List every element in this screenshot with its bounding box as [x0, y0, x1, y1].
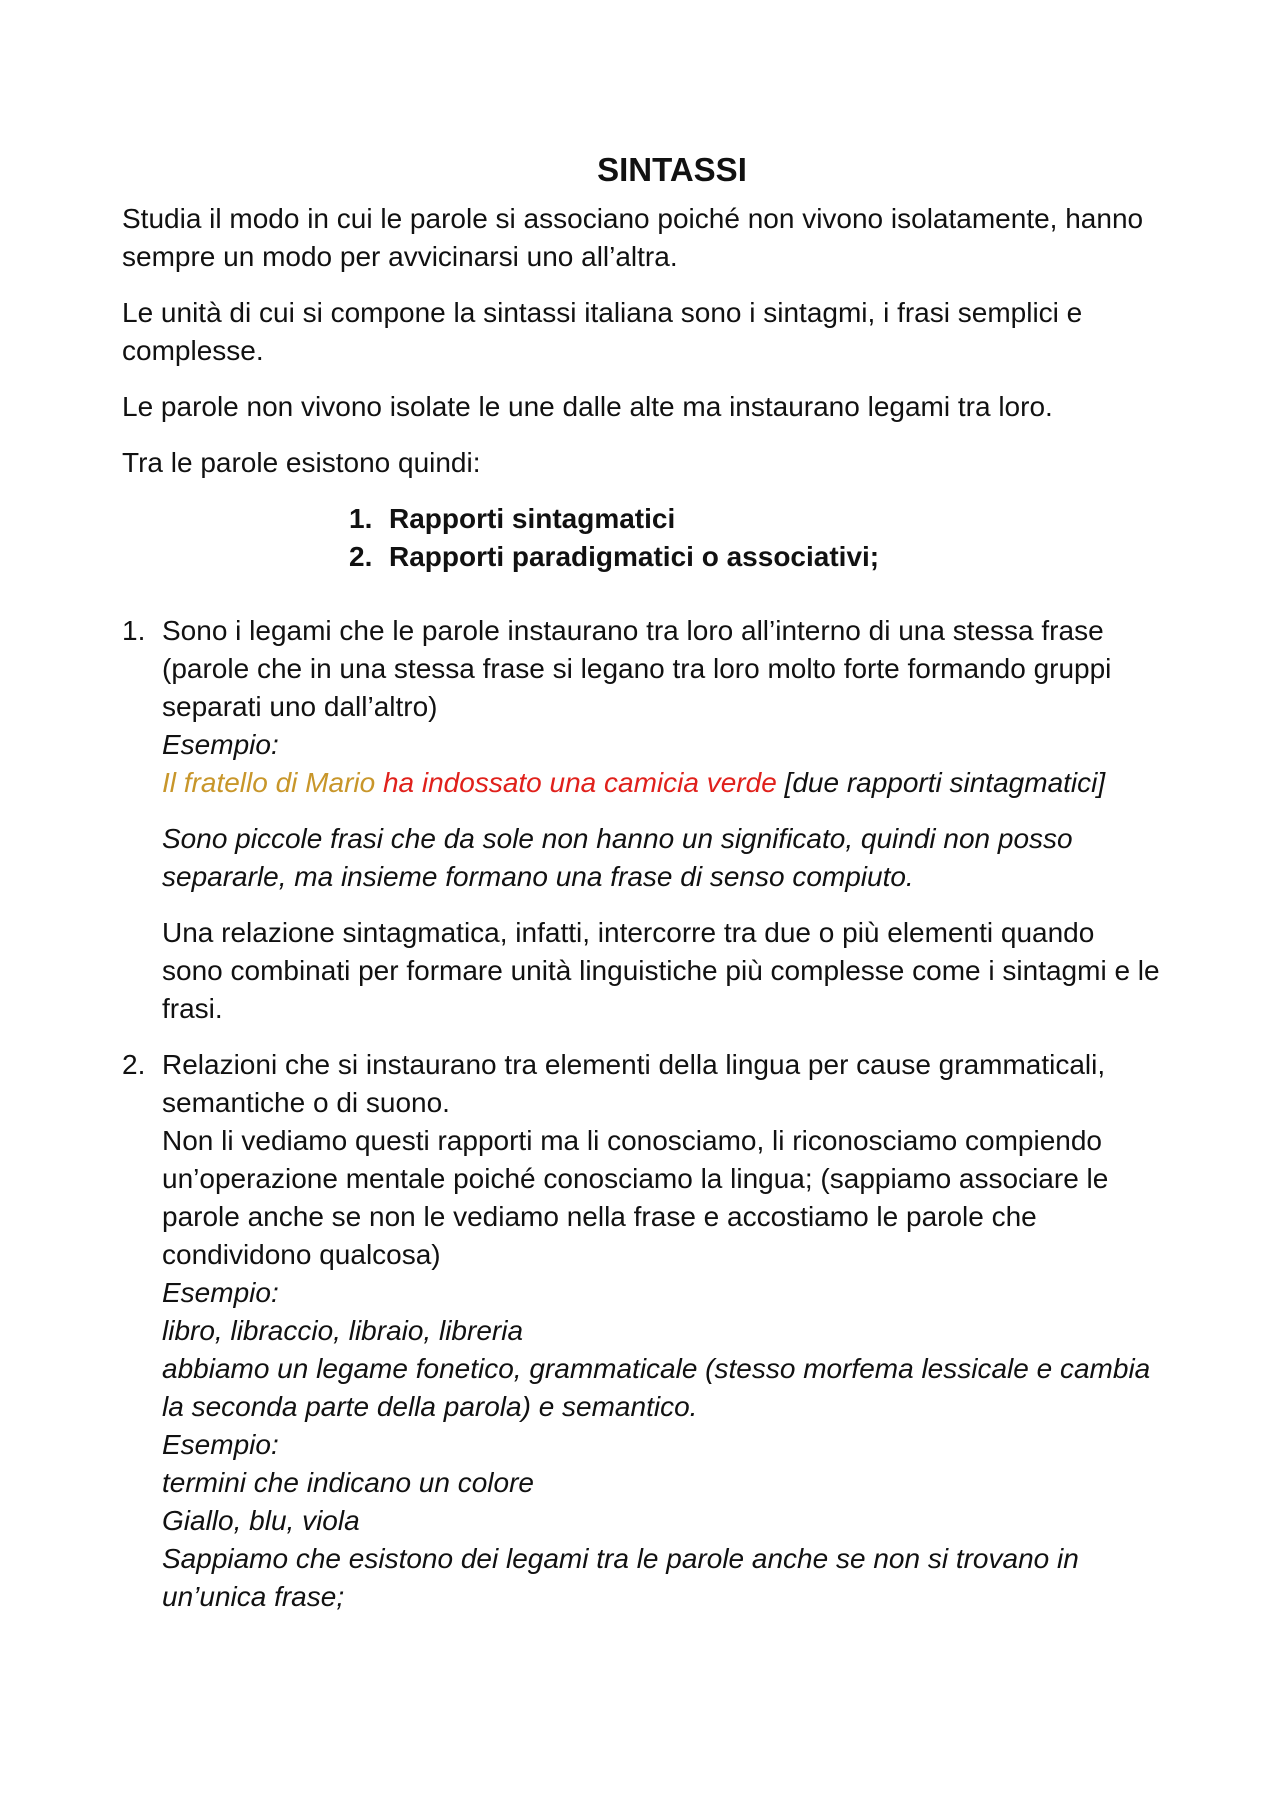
intro-paragraph-1: Studia il modo in cui le parole si associano poiché non vivono isolatamente, hanno sempre un modo per avvicinarsi uno all’altra. [122, 203, 1144, 272]
item1-italic-paragraph: Sono piccole frasi che da sole non hanno un significato, quindi non posso separarle, ma insieme formano una frase di senso compiuto. [162, 823, 1073, 892]
rapporti-list [122, 500, 1162, 576]
item2-example1-note: abbiamo un legame fonetico, grammaticale (stesso morfema lessicale e cambia la seconda parte della parola) e semantico. [162, 1353, 1151, 1422]
rapporti-item-number: 2. [349, 541, 373, 572]
list-item-body [162, 612, 1162, 1028]
item2-conclusion: Sappiamo che esistono dei legami tra le parole anche se non si trovano in un’unica frase; [162, 1543, 1079, 1612]
list-item-1 [122, 612, 1162, 1028]
item2-example1-words: libro, libraccio, libraio, libreria [162, 1315, 524, 1346]
item1-paragraph: Una relazione sintagmatica, infatti, intercorre tra due o più elementi quando sono combinati per formare unità linguistiche più complesse come i sintagmi e le frasi. [162, 917, 1160, 1024]
item1-text: Sono i legami che le parole instaurano tra loro all’interno di una stessa frase (parole che in una stessa frase si legano tra loro molto forte formando gruppi separati uno dall’altro) [162, 615, 1112, 722]
item2-example1-label: Esempio: [162, 1277, 279, 1308]
item1-example-label: Esempio: [162, 729, 279, 760]
document-page [122, 150, 1162, 1634]
rapporti-item-label: Rapporti paradigmatici o associativi; [389, 541, 880, 572]
rapporti-item [349, 500, 1162, 538]
page-title: SINTASSI [597, 151, 747, 188]
intro-paragraph-4: Tra le parole esistono quindi: [122, 447, 481, 478]
list-item-number: 2. [122, 1049, 146, 1080]
item2-example2-words: Giallo, blu, viola [162, 1505, 360, 1536]
item2-example2-title: termini che indicano un colore [162, 1467, 534, 1498]
item2-text: Relazioni che si instaurano tra elementi della lingua per cause grammaticali, semantiche o di suono. [162, 1049, 1106, 1118]
item2-text2: Non li vediamo questi rapporti ma li conosciamo, li riconosciamo compiendo un’operazione mentale poiché conosciamo la lingua; (sappiamo associare le parole anche se non le vediamo nella frase e accostiamo le parole che condividono qualcosa) [162, 1125, 1109, 1270]
intro-paragraph-2: Le unità di cui si compone la sintassi italiana sono i sintagmi, i frasi semplici e complesse. [122, 297, 1083, 366]
list-item-2 [122, 1046, 1162, 1616]
list-item-body [162, 1046, 1162, 1616]
rapporti-item-number: 1. [349, 503, 373, 534]
example-phrase-predicate: ha indossato una camicia verde [382, 767, 777, 798]
example-phrase-subject: Il fratello di Mario [162, 767, 376, 798]
intro-paragraph-3: Le parole non vivono isolate le une dalle alte ma instaurano legami tra loro. [122, 391, 1053, 422]
item1-example [162, 767, 1105, 798]
item2-example2-label: Esempio: [162, 1429, 279, 1460]
list-item-number: 1. [122, 615, 146, 646]
example-note: [due rapporti sintagmatici] [784, 767, 1106, 798]
rapporti-item [349, 538, 1162, 576]
rapporti-item-label: Rapporti sintagmatici [389, 503, 676, 534]
